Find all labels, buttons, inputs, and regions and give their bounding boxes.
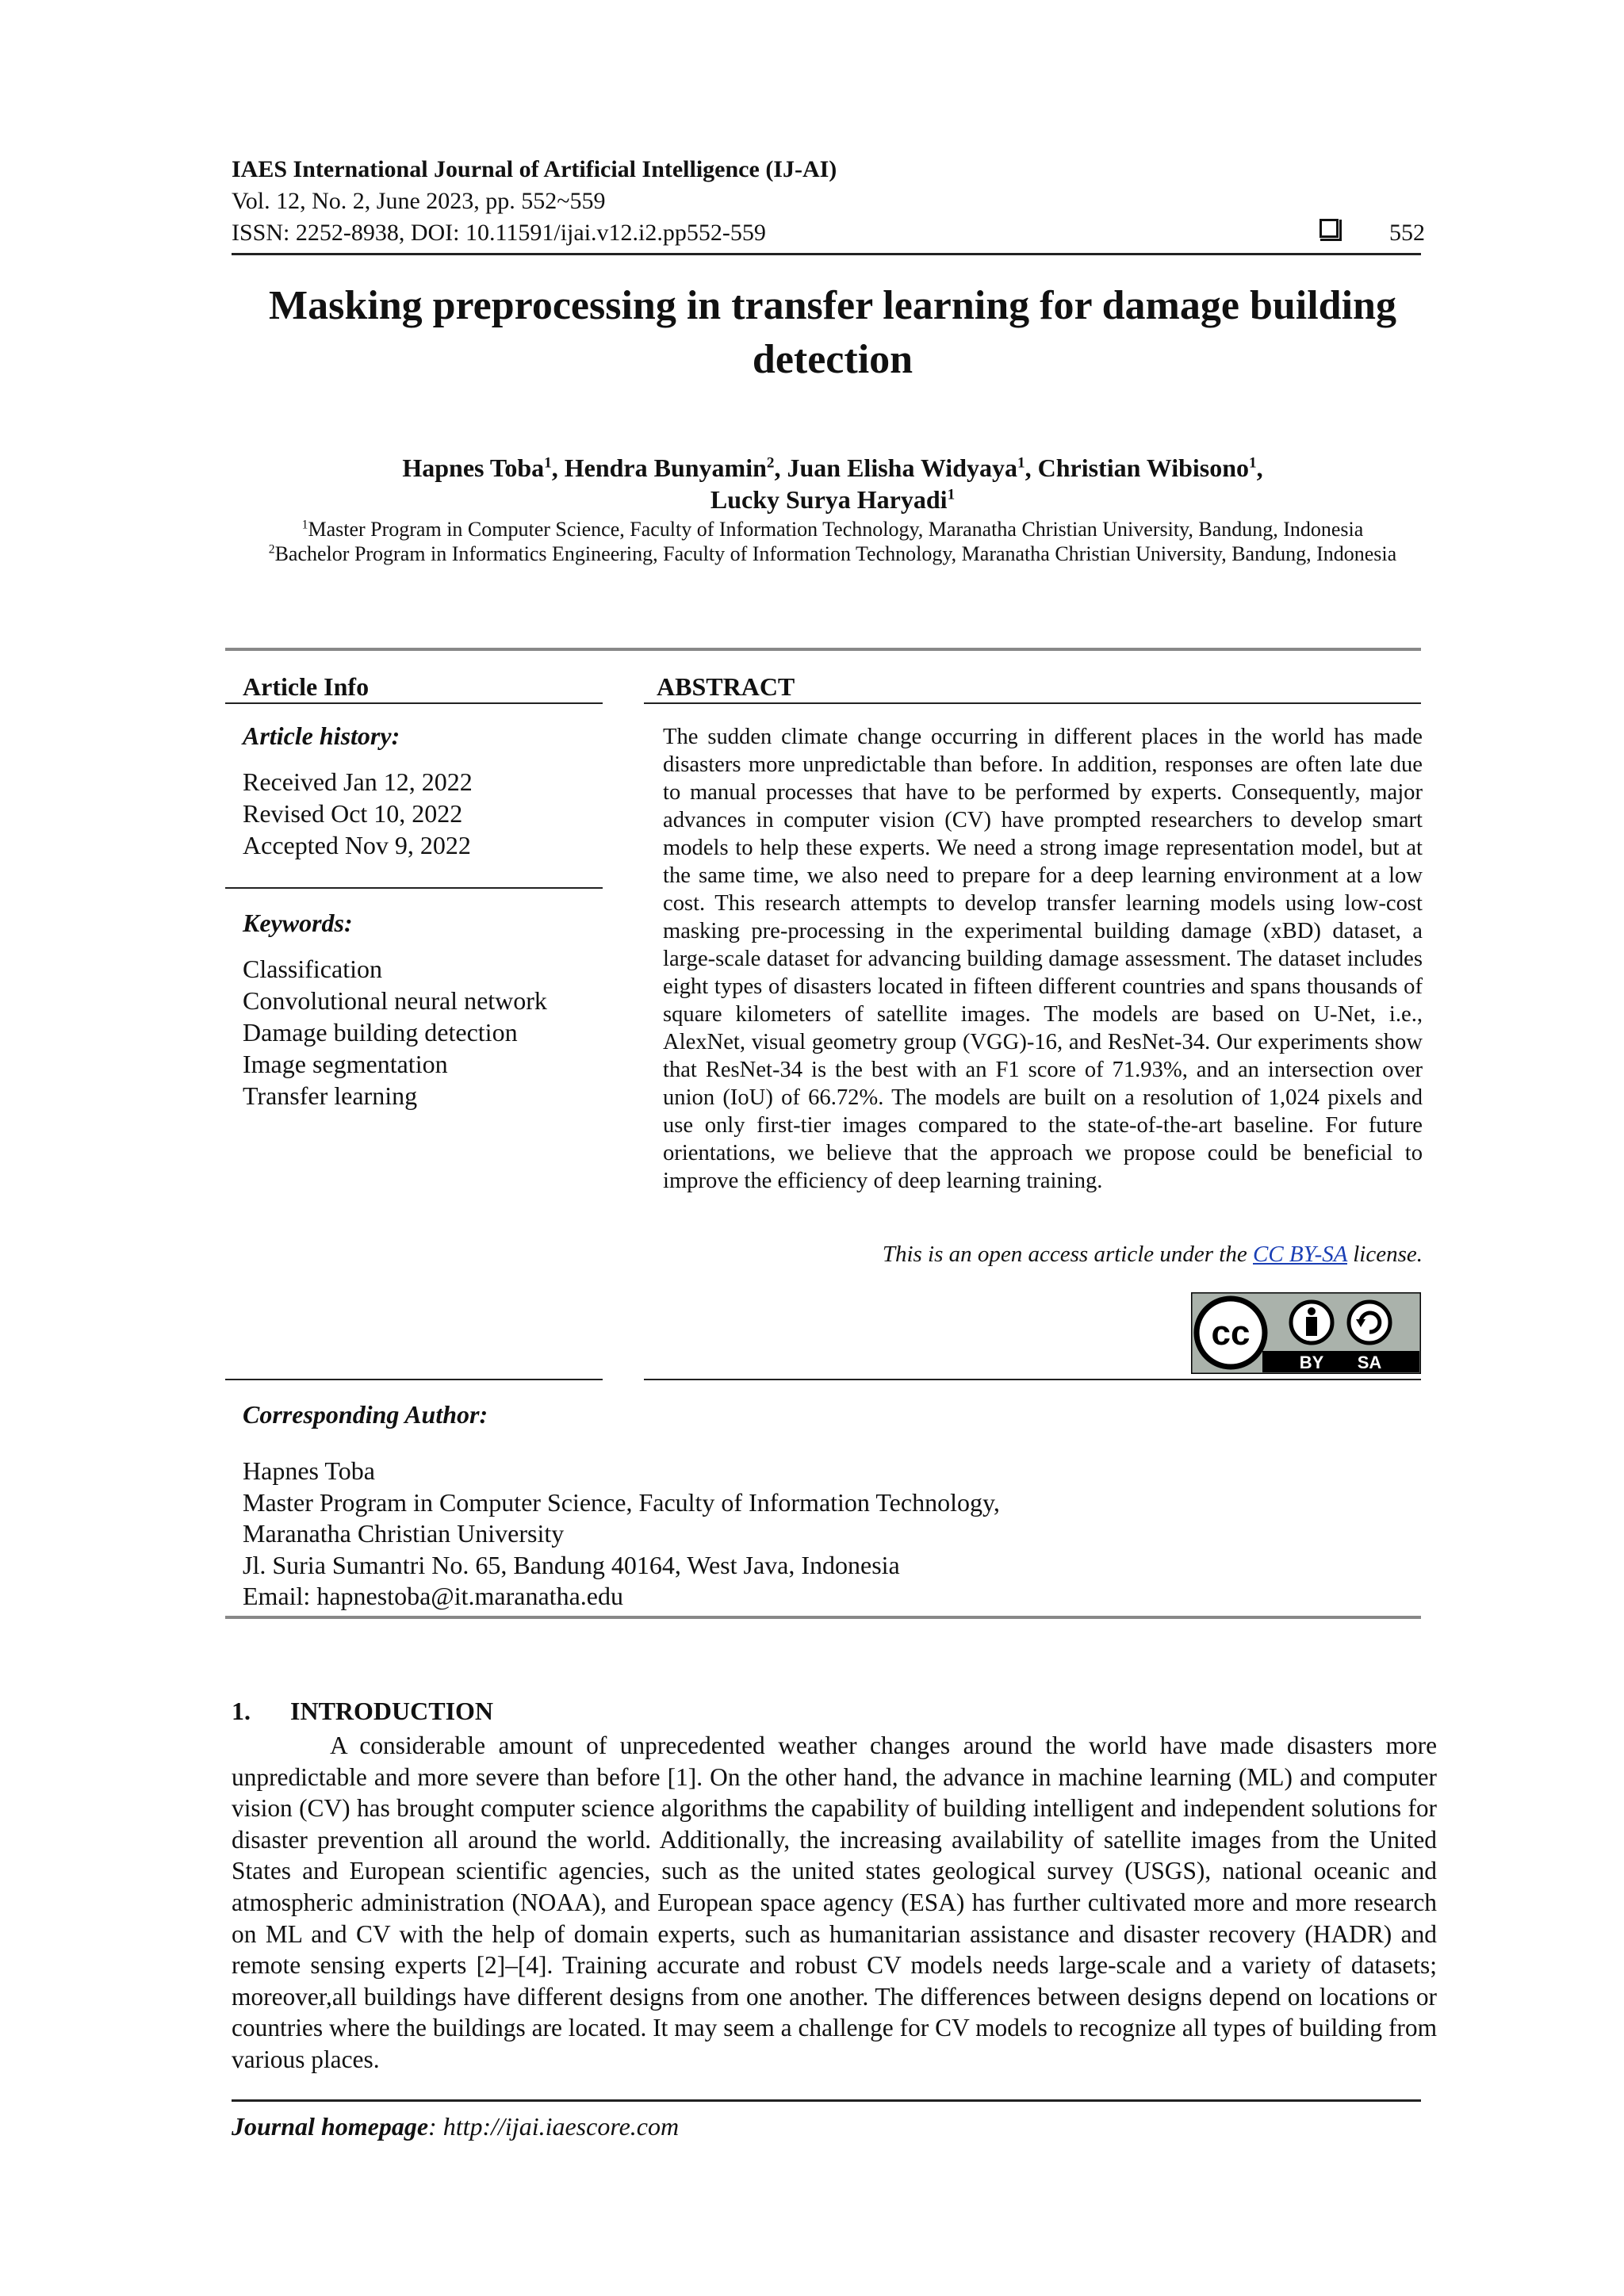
author-name: Christian Wibisono bbox=[1037, 453, 1250, 482]
journal-homepage bbox=[232, 2112, 679, 2141]
header-rule bbox=[232, 253, 1421, 255]
author-name: Lucky Surya Haryadi bbox=[710, 485, 948, 514]
section-heading-introduction bbox=[232, 1697, 493, 1726]
homepage-url[interactable]: : http://ijai.iaescore.com bbox=[428, 2112, 680, 2141]
author-affiliation-mark: 1 bbox=[544, 454, 552, 472]
author-affiliation-mark: 1 bbox=[947, 486, 956, 503]
keyword-item: Classification bbox=[243, 955, 382, 983]
affiliation-1: $^1$Master Program in Computer Science, Faculty of Information Technology, Maranatha Christian University, Bandung, Indonesia bbox=[301, 518, 1364, 541]
abstract-rule bbox=[644, 702, 1421, 704]
info-box-bottom-rule bbox=[225, 1616, 1421, 1619]
cc-by-sa-icon bbox=[1191, 1292, 1421, 1374]
journal-name: IAES International Journal of Artificial Intelligence (IJ-AI) bbox=[232, 156, 837, 182]
corresponding-address: Jl. Suria Sumantri No. 65, Bandung 40164, West Java, Indonesia bbox=[243, 1550, 900, 1579]
section-title: INTRODUCTION bbox=[290, 1697, 494, 1725]
keyword-item: Damage building detection bbox=[243, 1018, 518, 1047]
corresponding-university: Maranatha Christian University bbox=[243, 1519, 565, 1548]
corresponding-name: Hapnes Toba bbox=[243, 1456, 375, 1485]
page-icon bbox=[1320, 219, 1339, 238]
article-info-bottom-rule bbox=[225, 1379, 603, 1380]
article-history bbox=[243, 766, 473, 861]
author-name: Hendra Bunyamin bbox=[564, 453, 767, 482]
author-name: Juan Elisha Widyaya bbox=[787, 453, 1017, 482]
homepage-label: Journal homepage bbox=[232, 2112, 429, 2141]
author-affiliation-mark: 2 bbox=[766, 454, 775, 472]
keyword-item: Image segmentation bbox=[243, 1050, 448, 1078]
accepted-date: Accepted Nov 9, 2022 bbox=[243, 831, 471, 859]
cc-by-label: BY bbox=[1299, 1353, 1324, 1372]
author-name: Hapnes Toba bbox=[402, 453, 545, 482]
history-rule bbox=[225, 887, 603, 889]
corresponding-heading: Corresponding Author: bbox=[243, 1400, 488, 1429]
affiliation-2: $^2$Bachelor Program in Informatics Engineering, Faculty of Information Technology, Maranatha Christian University, Bandung, Indonesia bbox=[268, 542, 1397, 565]
corresponding-email: Email: hapnestoba@it.maranatha.edu bbox=[243, 1582, 623, 1611]
svg-text:cc: cc bbox=[1211, 1314, 1251, 1353]
abstract-text: The sudden climate change occurring in different places in the world has made disasters more unpredictable than before. In addition, responses are often late due to manual processes that have to be performed by experts. Consequently, major advances in computer vision (CV) have prompted researchers to develop smart models to help these experts. We need a strong image representation model, but at the same time, we also need to prepare for a deep learning environment at a low cost. This research attempts to develop transfer learning models using low-cost masking pre-processing in the experimental building damage (xBD) dataset, a large-scale dataset for advancing building damage assessment. The dataset includes eight types of disasters located in fifteen different countries and spans thousands of square kilometers of satellite images. The models are based on U-Net, i.e., AlexNet, visual geometry group (VGG)-16, and ResNet-34. Our experiments show that ResNet-34 is the best with an F1 score of 71.93%, and an intersection over union (IoU) of 66.72%. The models are built on a resolution of 1,024 pixels and use only first-tier images compared to the state-of-the-art baseline. For future orientations, we believe that the approach we propose could be beneficial to improve the efficiency of deep learning training. bbox=[663, 725, 1423, 1193]
cc-sa-label: SA bbox=[1357, 1353, 1382, 1372]
article-history-heading: Article history: bbox=[243, 721, 400, 750]
paper-title: Masking preprocessing in transfer learning for damage building detection bbox=[269, 283, 1396, 382]
author-affiliation-mark: 1 bbox=[1017, 454, 1025, 472]
affiliations bbox=[238, 517, 1427, 566]
abstract-heading: ABSTRACT bbox=[657, 672, 795, 701]
license-statement: This is an open access article under the CC BY-SA license. bbox=[882, 1242, 1423, 1267]
author-affiliation-mark: 1 bbox=[1249, 454, 1257, 472]
corresponding-details bbox=[243, 1456, 1000, 1613]
journal-volume: Vol. 12, No. 2, June 2023, pp. 552~559 bbox=[232, 188, 606, 214]
corresponding-affiliation: Master Program in Computer Science, Faculty of Information Technology, bbox=[243, 1487, 1000, 1517]
footer-rule bbox=[232, 2099, 1421, 2102]
keyword-list bbox=[243, 953, 547, 1112]
info-box-top-rule bbox=[225, 648, 1421, 651]
journal-issn: ISSN: 2252-8938, DOI: 10.11591/ijai.v12.i2.pp552-559 bbox=[232, 220, 766, 246]
received-date: Received Jan 12, 2022 bbox=[243, 767, 473, 796]
keyword-item: Transfer learning bbox=[243, 1081, 418, 1110]
article-info-rule bbox=[225, 702, 603, 704]
keywords-heading: Keywords: bbox=[243, 909, 353, 937]
abstract-bottom-rule bbox=[644, 1379, 1421, 1380]
license-link[interactable]: CC BY-SA bbox=[1253, 1242, 1347, 1267]
section-number: 1. bbox=[232, 1697, 251, 1725]
revised-date: Revised Oct 10, 2022 bbox=[243, 799, 463, 828]
keyword-item: Convolutional neural network bbox=[243, 986, 547, 1015]
author-list: Hapnes Toba$^1$, Hendra Bunyamin$^2$, Juan Elisha Widyaya$^1$, Christian Wibisono$^1$, Lucky Surya Haryadi$^1$ bbox=[402, 453, 1263, 514]
introduction-paragraph: A considerable amount of unprecedented weather changes around the world have made disasters more unpredictable and more severe than before [1]. On the other hand, the advance in machine learning (ML) and computer vision (CV) has brought computer science algorithms the capability of building intelligent and independent solutions for disaster prevention all around the world. Additionally, the increasing availability of satellite images from the United States and European scientific agencies, such as the united states geological survey (USGS), national oceanic and atmospheric administration (NOAA), and European space agency (ESA) has further cultivated more and more research on ML and CV with the help of domain experts, such as humanitarian assistance and disaster recovery (HADR) and remote sensing experts [2]–[4]. Training accurate and robust CV models needs large-scale and a variety of datasets; moreover,all buildings have different designs from one another. The differences between designs depend on locations or countries where the buildings are located. It may seem a challenge for CV models to recognize all types of building from various places. bbox=[232, 1732, 1437, 2073]
page-number: 552 bbox=[1389, 220, 1425, 246]
article-info-heading: Article Info bbox=[243, 672, 370, 701]
